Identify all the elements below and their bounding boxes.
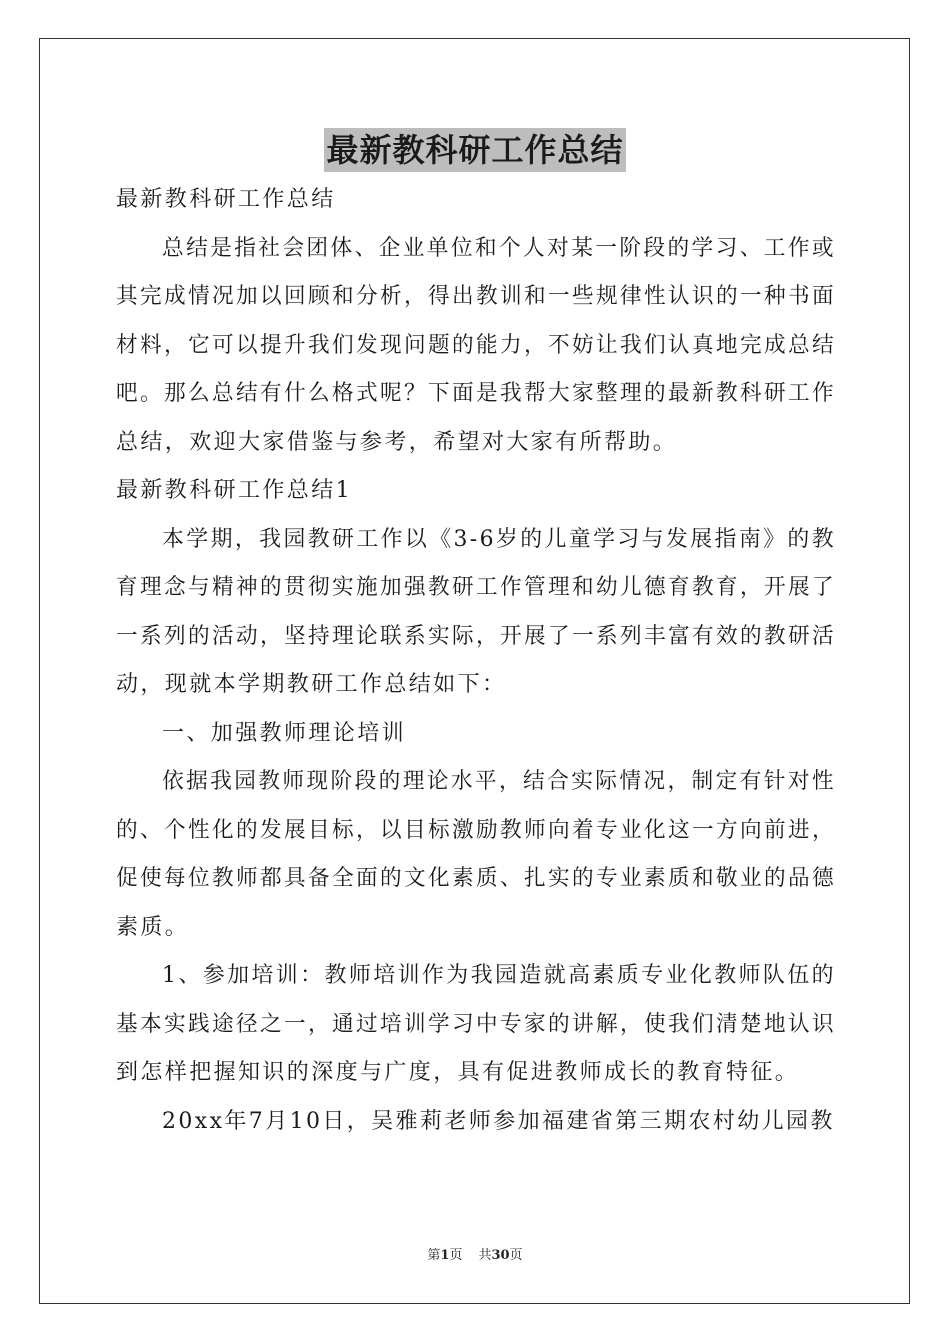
- title-container: [0, 128, 950, 172]
- footer-page-label: 页: [449, 1248, 463, 1263]
- text-line: 到怎样把握知识的深度与广度，具有促进教师成长的教育特征。: [116, 1060, 800, 1085]
- text-line: 20xx年7月10日，吴雅莉老师参加福建省第三期农村幼儿园教: [162, 1108, 835, 1134]
- text-line: 促使每位教师都具备全面的文化素质、扎实的专业素质和敬业的品德: [116, 866, 837, 891]
- footer-total-prefix: 共: [478, 1248, 492, 1263]
- text-line: 基本实践途径之一，通过培训学习中专家的讲解，使我们清楚地认识: [116, 1011, 837, 1037]
- text-line: 总结，欢迎大家借鉴与参考，希望对大家有所帮助。: [116, 429, 678, 455]
- footer-total-pages: 30: [491, 1248, 510, 1263]
- text-line: 依据我园教师现阶段的理论水平，结合实际情况，制定有针对性: [162, 769, 836, 794]
- text-line: 一、加强教师理论培训: [162, 720, 407, 746]
- text-line: 总结是指社会团体、企业单位和个人对某一阶段的学习、工作或: [162, 235, 836, 261]
- document-body: [116, 176, 836, 1146]
- text-line: 最新教科研工作总结1: [116, 478, 352, 503]
- text-line: 动，现就本学期教研工作总结如下：: [116, 672, 507, 697]
- text-line: 1、参加培训：教师培训作为我园造就高素质专业化教师队伍的: [162, 963, 836, 988]
- text-line: 吧。那么总结有什么格式呢？下面是我帮大家整理的最新教科研工作: [116, 381, 837, 406]
- text-line: 其完成情况加以回顾和分析，得出教训和一些规律性认识的一种书面: [116, 284, 837, 309]
- text-line: 育理念与精神的贯彻实施加强教研工作管理和幼儿德育教育，开展了: [116, 575, 837, 600]
- text-line: 的、个性化的发展目标，以目标激励教师向着专业化这一方向前进，: [116, 817, 837, 843]
- text-line: 一系列的活动，坚持理论联系实际，开展了一系列丰富有效的教研活: [116, 623, 837, 649]
- text-line: 本学期，我园教研工作以《3-6岁的儿童学习与发展指南》的教: [162, 526, 836, 552]
- text-line: 素质。: [116, 914, 190, 940]
- footer-total-label: 页: [509, 1248, 523, 1263]
- page-footer: [0, 1244, 950, 1263]
- footer-page-number: 1: [440, 1248, 450, 1263]
- footer-page-prefix: 第: [427, 1248, 441, 1263]
- document-title: 最新教科研工作总结: [324, 128, 625, 172]
- text-line: 最新教科研工作总结: [116, 187, 336, 212]
- text-line: 材料，它可以提升我们发现问题的能力，不妨让我们认真地完成总结: [116, 332, 837, 358]
